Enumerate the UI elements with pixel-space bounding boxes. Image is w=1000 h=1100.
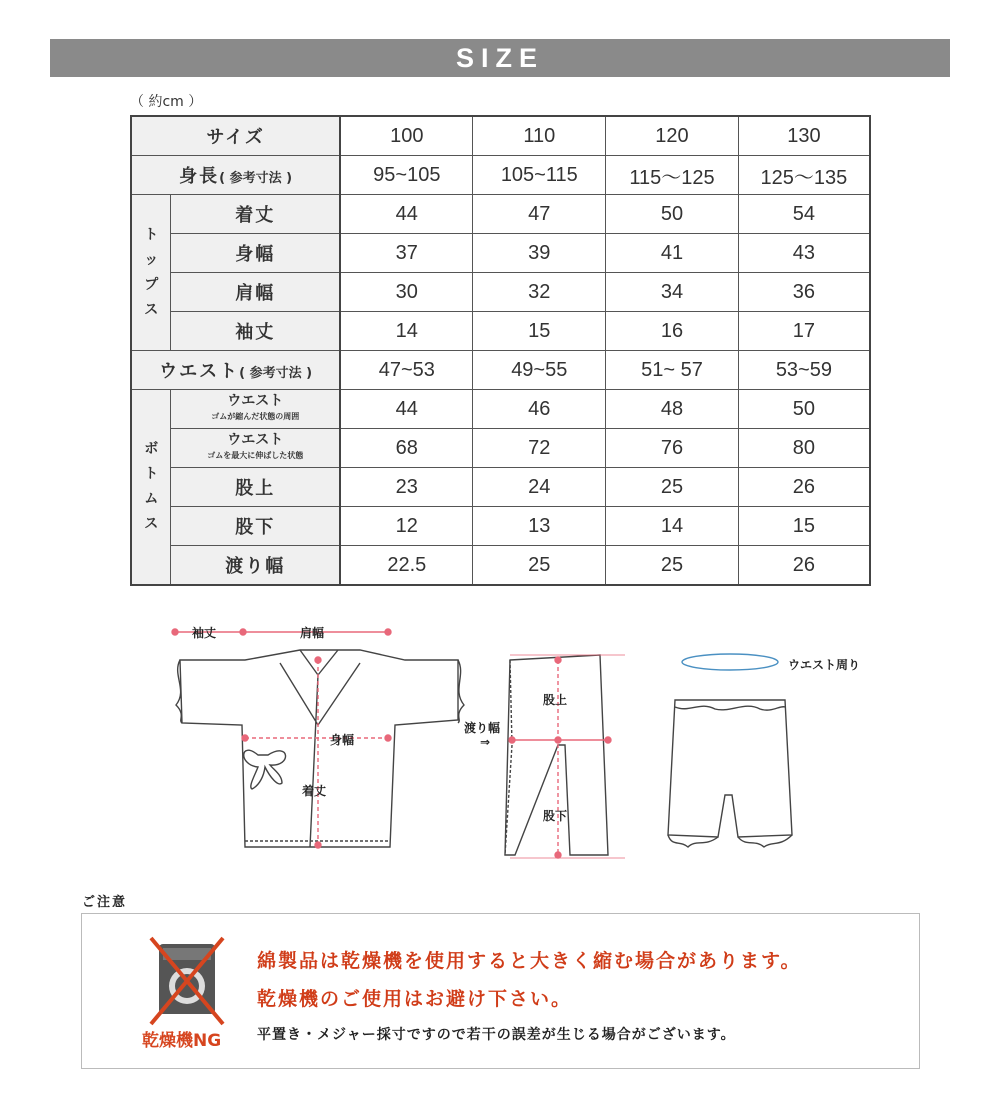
value-cell: 44	[340, 390, 473, 429]
value-cell: 17	[738, 312, 870, 351]
row-label-sub: ゴムを最大に伸ばした状態	[207, 451, 304, 460]
group-char: ボ	[144, 441, 159, 457]
label-inseam: 股下	[543, 809, 568, 823]
label-thigh-arrow: ⇒	[480, 735, 491, 749]
table-row	[131, 546, 870, 586]
group-char: ス	[144, 516, 159, 532]
row-label-main: ウエスト	[227, 393, 284, 409]
value-cell: 15	[738, 507, 870, 546]
banner-title: SIZE	[455, 42, 544, 73]
top-garment-outline	[180, 650, 458, 847]
value-cell: 14	[340, 312, 473, 351]
value-cell: 26	[738, 546, 870, 586]
size-100: 100	[340, 116, 473, 156]
waist-cell: 47~53	[340, 351, 473, 390]
value-cell: 39	[473, 234, 606, 273]
unit-note: （ 約cm ）	[130, 94, 203, 110]
label-sleeve: 袖丈	[192, 626, 217, 640]
row-label: 身幅	[171, 234, 340, 273]
measurement-note: 平置き・メジャー採寸ですので若干の誤差が生じる場合がございます。	[257, 1027, 736, 1043]
value-cell: 41	[606, 234, 739, 273]
warning-line-1: 綿製品は乾燥機を使用すると大きく縮む場合があります。	[257, 950, 802, 972]
shorts-outline	[668, 700, 792, 837]
value-cell: 24	[473, 468, 606, 507]
value-cell: 50	[738, 390, 870, 429]
height-label: 身長	[179, 166, 220, 187]
value-cell: 80	[738, 429, 870, 468]
height-cell: 115〜125	[606, 156, 739, 195]
measurement-diagram	[160, 615, 900, 875]
value-cell: 47	[473, 195, 606, 234]
row-label: 袖丈	[171, 312, 340, 351]
table-row	[131, 429, 870, 468]
value-cell: 43	[738, 234, 870, 273]
waist-cell: 53~59	[738, 351, 870, 390]
waist-cell: 51~ 57	[606, 351, 739, 390]
value-cell: 12	[340, 507, 473, 546]
group-char: ト	[144, 466, 159, 482]
value-cell: 37	[340, 234, 473, 273]
table-row	[131, 116, 870, 156]
label-length: 着丈	[302, 784, 327, 798]
value-cell: 32	[473, 273, 606, 312]
no-dryer-icon	[147, 934, 227, 1034]
table-row	[131, 390, 870, 429]
size-130: 130	[738, 116, 870, 156]
value-cell: 22.5	[340, 546, 473, 586]
waist-cell: 49~55	[473, 351, 606, 390]
value-cell: 68	[340, 429, 473, 468]
row-label-main: ウエスト	[227, 432, 284, 448]
table-row	[131, 507, 870, 546]
value-cell: 72	[473, 429, 606, 468]
value-cell: 54	[738, 195, 870, 234]
label-rise: 股上	[543, 693, 568, 707]
group-char: ス	[144, 301, 159, 318]
size-110: 110	[473, 116, 606, 156]
value-cell: 25	[473, 546, 606, 586]
value-cell: 14	[606, 507, 739, 546]
waist-label: ウエスト	[159, 361, 240, 382]
tops-group-label	[131, 195, 171, 351]
pants-outline	[505, 655, 608, 855]
value-cell: 16	[606, 312, 739, 351]
value-cell: 44	[340, 195, 473, 234]
table-row	[131, 156, 870, 195]
size-banner	[50, 39, 950, 77]
table-row	[131, 351, 870, 390]
height-cell: 95~105	[340, 156, 473, 195]
waist-sub: ( 参考寸法 )	[239, 366, 313, 381]
table-row	[131, 312, 870, 351]
group-char: ト	[144, 226, 159, 243]
label-waist-around: ウエスト周り	[788, 658, 861, 672]
height-cell: 125〜135	[738, 156, 870, 195]
notes-title: ご注意	[82, 895, 128, 910]
row-label: 股下	[171, 507, 340, 546]
row-label: 着丈	[171, 195, 340, 234]
group-char: ム	[144, 491, 159, 507]
value-cell: 15	[473, 312, 606, 351]
row-label	[171, 429, 340, 468]
label-body-width: 身幅	[330, 733, 355, 747]
value-cell: 25	[606, 546, 739, 586]
table-row	[131, 234, 870, 273]
size-header: サイズ	[131, 116, 340, 156]
row-label: 股上	[171, 468, 340, 507]
value-cell: 13	[473, 507, 606, 546]
value-cell: 36	[738, 273, 870, 312]
row-label	[171, 390, 340, 429]
height-sub: ( 参考寸法 )	[219, 171, 293, 186]
value-cell: 34	[606, 273, 739, 312]
garment-illustration	[160, 615, 900, 875]
height-header	[131, 156, 340, 195]
label-shoulder: 肩幅	[300, 626, 325, 640]
group-char: ッ	[144, 251, 159, 268]
label-thigh: 渡り幅	[464, 721, 501, 735]
group-char: プ	[144, 276, 159, 293]
bottoms-group-label	[131, 390, 171, 586]
value-cell: 23	[340, 468, 473, 507]
notes-box	[81, 913, 920, 1069]
warning-line-2: 乾燥機のご使用はお避け下さい。	[257, 988, 573, 1010]
value-cell: 50	[606, 195, 739, 234]
value-cell: 46	[473, 390, 606, 429]
value-cell: 26	[738, 468, 870, 507]
table-row	[131, 468, 870, 507]
row-label: 肩幅	[171, 273, 340, 312]
size-120: 120	[606, 116, 739, 156]
table-row	[131, 273, 870, 312]
waist-header	[131, 351, 340, 390]
row-label: 渡り幅	[171, 546, 340, 586]
value-cell: 30	[340, 273, 473, 312]
value-cell: 25	[606, 468, 739, 507]
value-cell: 76	[606, 429, 739, 468]
value-cell: 48	[606, 390, 739, 429]
dryer-ng-label: 乾燥機NG	[142, 1031, 222, 1051]
size-table	[130, 115, 871, 586]
height-cell: 105~115	[473, 156, 606, 195]
row-label-sub: ゴムが縮んだ状態の周囲	[211, 412, 300, 421]
table-row	[131, 195, 870, 234]
